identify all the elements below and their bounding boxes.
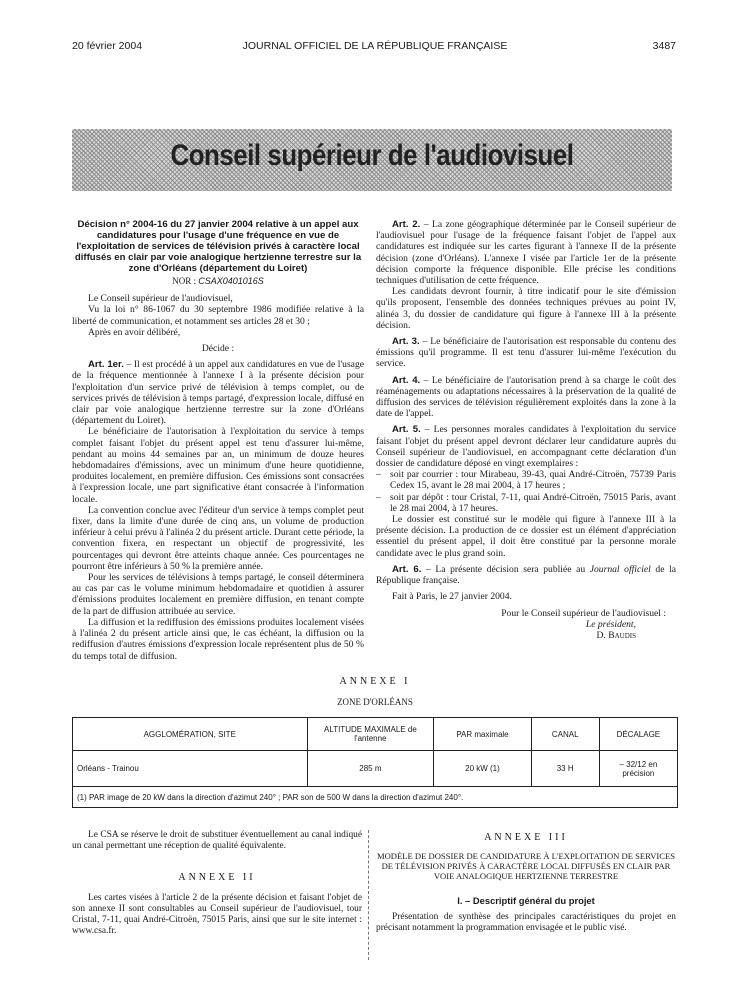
page-number: 3487	[652, 40, 676, 52]
journal-title: JOURNAL OFFICIEL DE LA RÉPUBLIQUE FRANÇAISE	[242, 40, 508, 52]
president-name: D. Baudis	[596, 629, 636, 641]
decision-title: Décision n° 2004-16 du 27 janvier 2004 relative à un appel aux candidatures pour l'usage d'une fréquence en vue de l'exploitation de services de télévision privés à caractère local diffusés en clair par voie analogique hertzienne terrestre sur la zone d'Orléans (département du Loiret)	[74, 219, 362, 274]
banner-title: Conseil supérieur de l'audiovisuel	[170, 139, 574, 172]
annex-1-title: ANNEXE I	[339, 676, 411, 687]
column-divider	[368, 830, 369, 960]
right-column	[376, 219, 676, 641]
table-footnote: (1) PAR image de 20 kW dans la direction d'azimut 240° ; PAR son de 500 W dans la direction d'azimut 240°.	[73, 787, 678, 808]
article-2-para-2: Les candidats devront fournir, à titre indicatif pour le site d'émission qu'ils proposent, l'ensemble des données techniques prévues au point IV, alinéa 3, du dossier de candidature qui figure à l'annexe III à la présente décision.	[376, 286, 676, 331]
for-council: Pour le Conseil supérieur de l'audiovisuel :	[501, 607, 666, 619]
article-1-para-4: Pour les services de télévisions à temps partagé, le conseil déterminera au cas par cas le volume minimum hebdomadaire et quotidien à assurer d'émissions produites localement en première diffusion, en tenant compte de la part de diffusion attribuée au service.	[72, 572, 364, 617]
annex-2-title: ANNEXE II	[178, 872, 256, 883]
article-4-para: Art. 4. – Le bénéficiaire de l'autorisation prend à sa charge le coût des réaménagements ou adaptations nécessaires à la préservation de la qualité de diffusion des services de télévision régulièrement exploités dans la zone à la date de l'appel.	[376, 374, 676, 420]
annex-1-subtitle: ZONE D'ORLÉANS	[337, 697, 413, 707]
left-column	[72, 219, 364, 662]
preamble-1: Le Conseil supérieur de l'audiovisuel,	[88, 293, 233, 305]
article-2-para-1: Art. 2. – La zone géographique déterminée par le Conseil supérieur de l'audiovisuel pour l'usage de la fréquence faisant l'objet de l'appel aux candidatures est indiquée sur les cartes figurant à l'annexe II de la présente décision (zone d'Orléans). L'annexe I visée par l'article 1er de la présente décision comporte la fréquence disponible. Elle précise les conditions techniques d'utilisation de cette fréquence.	[376, 219, 677, 287]
list-item: – soit par courrier : tour Mirabeau, 39-43, quai André-Citroën, 75739 Paris Cedex 15, avant le 28 mai 2004, à 17 heures ;	[376, 469, 676, 492]
annex-3-title: ANNEXE III	[484, 832, 568, 843]
article-5-label: Art. 5.	[392, 424, 421, 436]
preamble-2: Vu la loi n° 86-1067 du 30 septembre 1986 modifiée relative à la liberté de communication, et notamment ses articles 28 et 30 ;	[72, 304, 364, 327]
col-par: PAR maximale	[434, 718, 531, 751]
nor-reference: NOR : CSAX0401016S	[172, 276, 264, 286]
cell-site: Orléans - Trainou	[73, 751, 308, 787]
article-1-label: Art. 1er.	[88, 359, 124, 371]
signature-place-date: Fait à Paris, le 27 janvier 2004.	[392, 591, 512, 603]
decide-label: Décide :	[201, 343, 235, 355]
col-canal: CANAL	[531, 718, 599, 751]
col-site: AGGLOMÉRATION, SITE	[73, 718, 308, 751]
csa-note: Le CSA se réserve le droit de substituer éventuellement au canal indiqué un canal permettant une réception de qualité équivalente.	[72, 830, 362, 851]
section-1-title: I. – Descriptif général du projet	[457, 895, 595, 906]
article-1-para-2: Le bénéficiaire de l'autorisation à l'exploitation du service à temps complet faisant l'objet du présent appel est tenu d'assurer lui-même, pendant au moins 44 semaines par an, un minimum de douze heures hebdomadaires d'émissions, avec un minimum d'une heure quotidienne, produites localement, en première diffusion. Ces émissions sont consacrées à l'expression locale, une part significative étant consacrée à l'information locale.	[72, 426, 364, 505]
article-6-para: Art. 6. – La présente décision sera publiée au Journal officiel de la République française.	[376, 563, 676, 587]
article-3-para: Art. 3. – Le bénéficiaire de l'autorisation est responsable du contenu des émissions qu'il programme. Il est tenu d'assurer lui-même l'exécution du service.	[376, 336, 676, 370]
article-1-para-1: Art. 1er. – Il est procédé à un appel aux candidatures en vue de l'usage de la fréquence mentionnée à l'annexe I à la présente décision pour l'exploitation d'un service privé de télévision à temps complet, ou de services privés de télévision à temps partagé, d'expression locale, diffusé en clair par voie analogique hertzienne terrestre sur la zone d'Orléans (département du Loiret).	[72, 359, 364, 427]
article-6-label: Art. 6.	[392, 563, 422, 575]
article-4-label: Art. 4.	[392, 374, 421, 386]
table-row	[73, 751, 678, 787]
preamble-3: Après en avoir délibéré,	[88, 326, 181, 338]
col-decalage: DÉCALAGE	[599, 718, 677, 751]
header-date: 20 février 2004	[72, 40, 143, 52]
president-title: Le président,	[585, 618, 636, 630]
cell-par: 20 kW (1)	[434, 751, 531, 787]
cell-canal: 33 H	[531, 751, 599, 787]
col-altitude: ALTITUDE MAXIMALE de l'antenne	[307, 718, 434, 751]
bottom-right-block	[376, 832, 676, 934]
nor-code: CSAX0401016S	[198, 276, 264, 286]
article-2-label: Art. 2.	[392, 219, 421, 230]
section-1-text: Présentation de synthèse des principales caractéristiques du projet en précisant notamment la programmation envisagée et le public visé.	[376, 912, 676, 933]
bottom-left-block	[72, 830, 362, 937]
list-item: – soit par dépôt : tour Cristal, 7-11, quai André-Citroën, 75015 Paris, avant le 28 mai 2004, à 17 heures.	[376, 491, 676, 514]
article-3-label: Art. 3.	[392, 336, 420, 348]
frequency-table	[72, 717, 678, 808]
signature-block	[376, 608, 676, 642]
section-banner	[72, 129, 672, 191]
cell-altitude: 285 m	[307, 751, 434, 787]
article-1-para-3: La convention conclue avec l'éditeur d'un service à temps complet peut fixer, dans la limite d'une durée de cinq ans, un volume de production inférieur à celui prévu à l'alinéa 2 du présent article. Durant cette période, la convention fixera, en respectant un objectif de progressivité, les pourcentages qui devront être atteints chaque année. Ces pourcentages ne pourront être inférieurs à 50 % la première année.	[72, 504, 364, 572]
annex-3-subtitle: MODÈLE DE DOSSIER DE CANDIDATURE À L'EXPLOITATION DE SERVICES DE TÉLÉVISION PRIVÉS À CARACTÈRE LOCAL DIFFUSÉS EN CLAIR PAR VOIE ANALOGIQUE HERTZIENNE TERRESTRE	[376, 851, 676, 881]
annex-2-text: Les cartes visées à l'article 2 de la présente décision et faisant l'objet de son annexe II sont consultables au Conseil supérieur de l'audiovisuel, tour Cristal, 7-11, quai André-Citroën, 75015 Paris, ainsi que sur le site internet : www.csa.fr.	[72, 893, 362, 936]
article-5-para-1: Art. 5. – Les personnes morales candidates à l'exploitation du service faisant l'objet du présent appel devront déclarer leur candidature auprès du Conseil supérieur de l'audiovisuel, en accompagnant cette déclaration d'un dossier de candidature déposé en vingt exemplaires :	[376, 424, 676, 470]
cell-decalage: – 32/12 en précision	[599, 751, 677, 787]
article-1-para-5: La diffusion et la rediffusion des émissions produites localement visées à l'alinéa 2 du présent article ainsi que, le cas échéant, la diffusion ou la rediffusion d'autres émissions d'expression locale représentent plus de 50 % du temps total de diffusion.	[72, 616, 364, 662]
article-5-para-2: Le dossier est constitué sur le modèle qui figure à l'annexe III à la présente décision. La production de ce dossier est un élément d'appréciation essentiel du présent appel, il doit être constitué par la personne morale candidate avec le plus grand soin.	[376, 514, 676, 559]
